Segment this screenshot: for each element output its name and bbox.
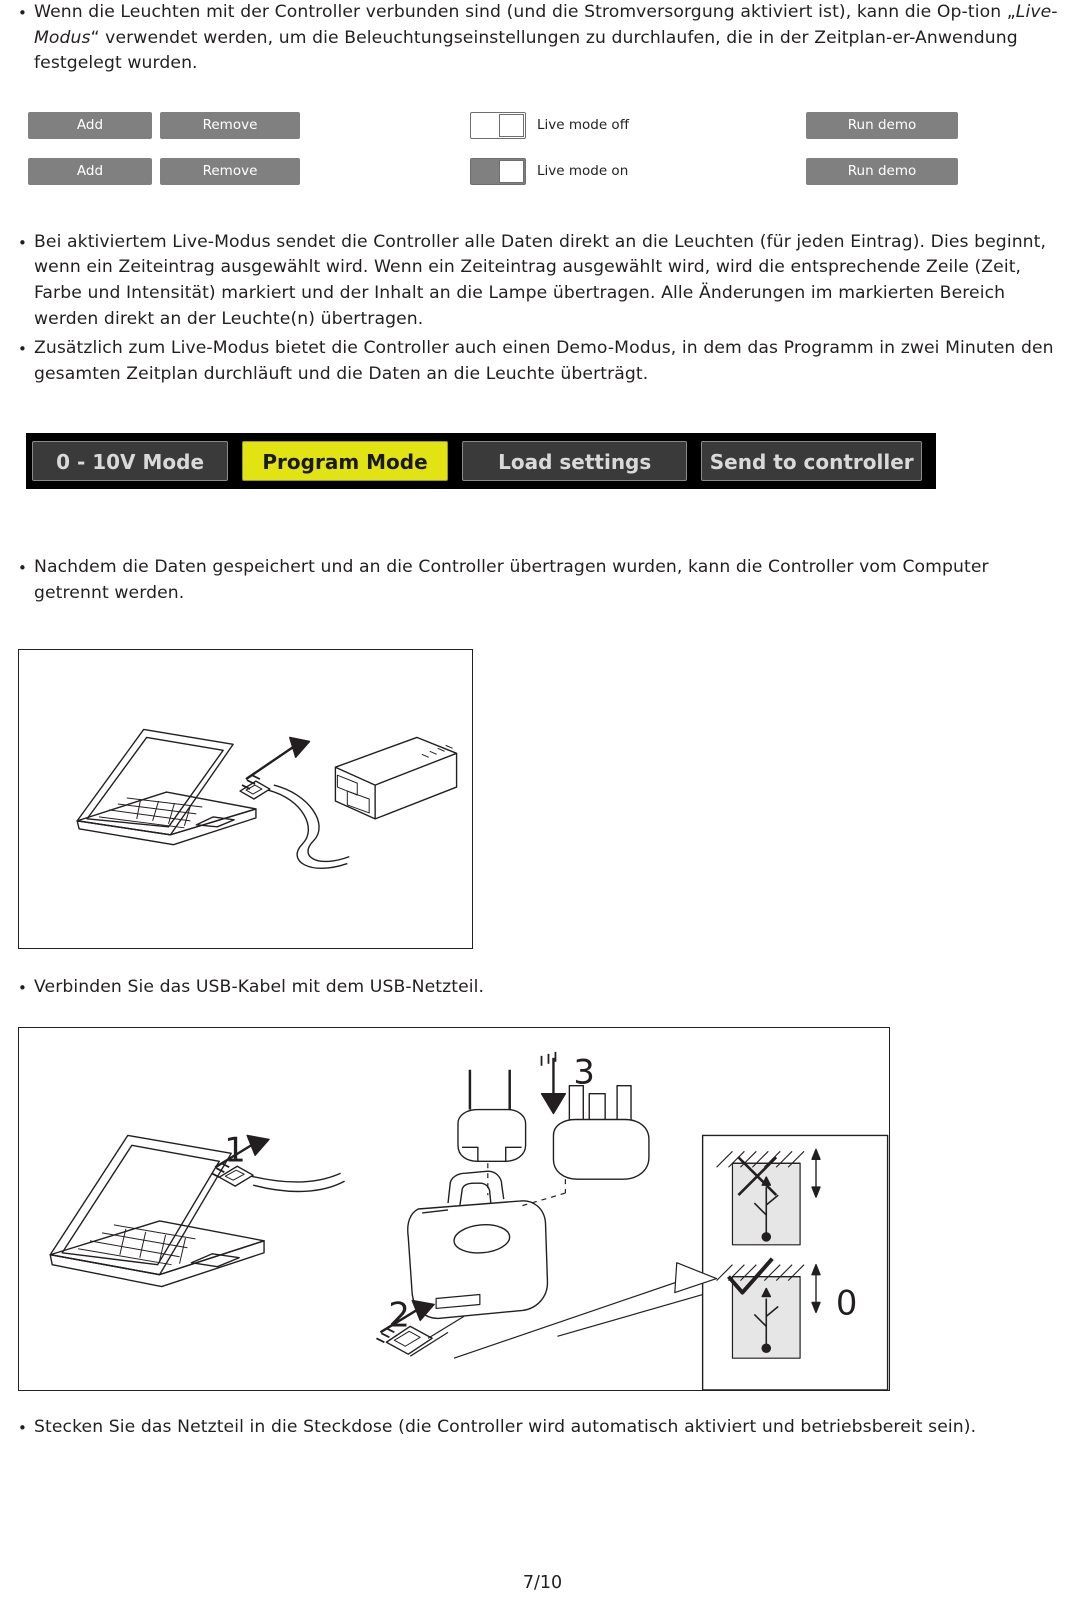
step-label-1: 1 — [224, 1129, 246, 1169]
send-to-controller-button[interactable]: Send to controller — [701, 441, 922, 481]
live-mode-toggle-group-on[interactable] — [470, 158, 628, 185]
bullet-text: Zusätzlich zum Live-Modus bietet die Controller auch einen Demo-Modus, in dem das Programm in zwei Minuten den gesamten Zeitplan durchläuft und die Daten an die Leuchte überträgt. — [34, 338, 1054, 384]
bullet-text: Stecken Sie das Netzteil in die Steckdose (die Controller wird automatisch aktiviert und betriebsbereit sein). — [34, 1416, 977, 1437]
intro-text — [34, 0, 1067, 77]
live-mode-toggle-group-off[interactable] — [470, 112, 629, 139]
step-label-0: 0 — [835, 1282, 858, 1322]
remove-button[interactable]: Remove — [160, 158, 300, 185]
intro-paragraph — [18, 0, 1067, 77]
intro-text-part1: Wenn die Leuchten mit der Controller verbunden sind (und die Stromversorgung aktiviert ist), kann die Op-tion „ — [34, 2, 1016, 22]
bullet-marker: • — [18, 4, 27, 22]
figure-laptop-controller-illustration — [19, 650, 472, 948]
bullet-item — [18, 230, 1067, 332]
figure-usb-power-adapter — [18, 1027, 890, 1391]
bullet-marker: • — [18, 978, 27, 997]
load-settings-button[interactable]: Load settings — [462, 441, 687, 481]
run-demo-button[interactable]: Run demo — [806, 158, 958, 185]
bullet-item — [18, 336, 1067, 387]
bullets-section-1 — [18, 230, 1067, 388]
bullet-text: Bei aktiviertem Live-Modus sendet die Controller alle Daten direkt an die Leuchten (für jeden Eintrag). Dies beginnt, wenn ein Zeiteintrag ausgewählt wird. Wenn ein Zeiteintrag ausgewählt wird, wird die entsprechende Zeile (Zeit, Farbe und Intensität) markiert und der Inhalt an die Lampe übertragen. Alle Änderungen im markierten Bereich werden direkt an der Leuchte(n) übertragen. — [34, 231, 1047, 329]
bullet-item — [18, 1415, 1067, 1441]
toggle-knob — [499, 114, 524, 137]
bullet-item — [18, 555, 1067, 606]
page-number: 7/10 — [522, 1573, 563, 1593]
bullet-marker: • — [18, 340, 27, 359]
step-label-3: 3 — [573, 1052, 595, 1092]
live-mode-toggle-off[interactable] — [470, 112, 526, 139]
figure-laptop-controller — [18, 649, 473, 949]
bullet-item — [18, 975, 1067, 1001]
bullets-section-2 — [18, 555, 1067, 606]
live-mode-ui-mock — [28, 111, 958, 186]
intro-text-part2: “ verwendet werden, um die Beleuchtungseinstellungen zu durchlaufen, die in der Zeitplan-er-Anwendung festgelegt wurden. — [34, 27, 1018, 74]
run-demo-button[interactable]: Run demo — [806, 112, 958, 139]
program-mode-button[interactable]: Program Mode — [242, 441, 448, 481]
bullet-marker: • — [18, 233, 27, 252]
add-button[interactable]: Add — [28, 158, 152, 185]
bullet-marker: • — [18, 559, 27, 578]
bullet-marker: • — [18, 1418, 27, 1437]
step-label-2: 2 — [388, 1294, 410, 1334]
bullet-text: Nachdem die Daten gespeichert und an die Controller übertragen wurden, kann die Controller vom Computer getrennt werden. — [34, 557, 989, 603]
remove-button[interactable]: Remove — [160, 112, 300, 139]
program-mode-toolbar — [26, 433, 936, 489]
ui-row-live-mode-on — [28, 157, 958, 186]
add-button[interactable]: Add — [28, 112, 152, 139]
figure-usb-power-adapter-illustration — [19, 1028, 889, 1390]
live-mode-label-off: Live mode off — [537, 117, 629, 134]
intro-text-italic: Live-Modus — [34, 2, 1058, 48]
toggle-knob — [499, 160, 524, 183]
bullet-text: Verbinden Sie das USB-Kabel mit dem USB-Netzteil. — [34, 976, 485, 997]
bullets-section-4 — [18, 1415, 1067, 1441]
live-mode-label-on: Live mode on — [537, 163, 629, 180]
ui-row-live-mode-off — [28, 111, 958, 140]
live-mode-toggle-on[interactable] — [470, 158, 526, 185]
bullets-section-3 — [18, 975, 1067, 1001]
zero-ten-volt-mode-button[interactable]: 0 - 10V Mode — [32, 441, 228, 481]
